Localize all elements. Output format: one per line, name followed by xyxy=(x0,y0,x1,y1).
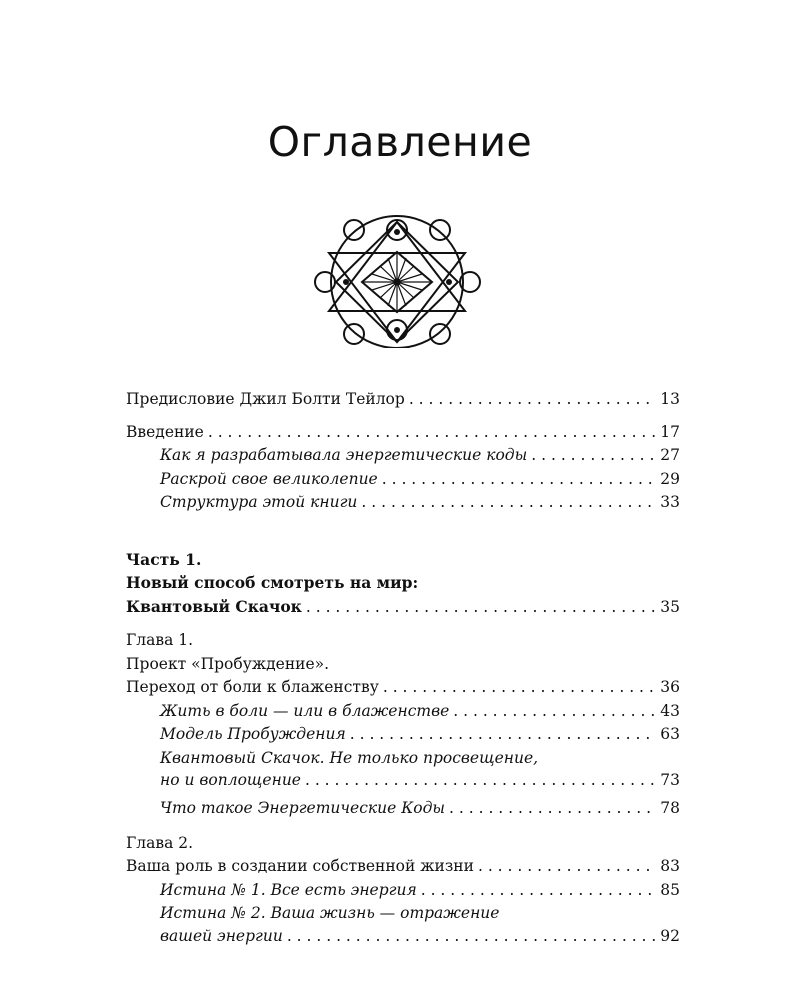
toc-entry-part1[interactable] xyxy=(126,595,680,619)
toc-chapter-label: Глава 2. xyxy=(126,833,194,852)
toc-page-number: 36 xyxy=(660,678,680,696)
dot-leader xyxy=(478,855,656,879)
dot-leader xyxy=(208,421,656,445)
toc-entry-intro-sub[interactable] xyxy=(126,468,680,492)
toc-entry-chapter2[interactable] xyxy=(126,855,680,879)
toc-entry-title: Что такое Энергетические Коды xyxy=(160,799,446,817)
dot-leader xyxy=(421,879,657,903)
toc-chapter-label: Глава 1. xyxy=(126,631,194,649)
toc-page-number: 29 xyxy=(660,469,680,488)
dot-leader xyxy=(287,926,656,947)
dot-leader xyxy=(449,797,656,821)
toc-entry-foreword[interactable] xyxy=(126,388,680,412)
toc-entry-chapter1[interactable] xyxy=(126,676,680,700)
toc-part-title-line: Новый способ смотреть на мир: xyxy=(126,573,419,592)
page-title: Оглавление xyxy=(267,118,533,166)
toc-entry-chapter2-sub[interactable] xyxy=(126,926,680,947)
dot-leader xyxy=(453,700,656,724)
toc-page-number: 63 xyxy=(660,725,680,743)
dot-leader xyxy=(306,596,656,620)
dot-leader xyxy=(383,676,656,700)
sacred-geometry-emblem xyxy=(312,212,488,348)
dot-leader xyxy=(409,388,656,412)
toc-entry-title: Как я разрабатывала энергетические коды xyxy=(160,446,528,464)
toc-page-number: 33 xyxy=(660,493,680,511)
toc-page-number: 92 xyxy=(660,926,680,945)
toc-entry-title: Предисловие Джил Болти Тейлор xyxy=(126,390,405,408)
toc-page-number: 27 xyxy=(660,446,680,464)
toc-entry-intro-sub[interactable] xyxy=(126,444,680,468)
toc-page-number: 85 xyxy=(660,880,680,899)
toc-entry-title: Истина № 1. Все есть энергия xyxy=(160,880,417,899)
toc-entry-title: Ваша роль в создании собственной жизни xyxy=(126,857,474,875)
toc-entry-title: Введение xyxy=(126,422,204,441)
toc-page-number: 83 xyxy=(660,857,680,875)
dot-leader xyxy=(382,468,657,492)
toc-page-number: 73 xyxy=(660,771,680,789)
toc-entry-title: Модель Пробуждения xyxy=(160,725,346,743)
dot-leader xyxy=(305,770,656,791)
toc-entry-title: Квантовый Скачок xyxy=(126,596,302,616)
toc-page-number: 17 xyxy=(660,422,680,441)
toc-entry-title: Переход от боли к блаженству xyxy=(126,678,379,696)
table-of-contents xyxy=(126,388,680,947)
toc-entry-chapter1-sub[interactable] xyxy=(126,723,680,747)
toc-entry-chapter1-sub[interactable] xyxy=(126,797,680,821)
toc-entry-chapter2-sub[interactable] xyxy=(126,879,680,903)
toc-entry-title-line: Истина № 2. Ваша жизнь — отражение xyxy=(160,904,500,922)
toc-entry-title: Раскрой свое великолепие xyxy=(160,469,378,488)
toc-entry-title: Структура этой книги xyxy=(160,493,358,511)
toc-page-number: 78 xyxy=(660,799,680,817)
toc-entry-title: Жить в боли — или в блаженстве xyxy=(160,701,450,720)
dot-leader xyxy=(531,444,656,468)
toc-part-label: Часть 1. xyxy=(126,549,202,569)
toc-entry-title: вашей энергии xyxy=(160,926,283,945)
toc-page-number: 13 xyxy=(660,390,680,408)
toc-entry-title-line: Квантовый Скачок. Не только просвещение, xyxy=(160,748,539,767)
dot-leader xyxy=(350,723,657,747)
toc-entry-chapter1-sub[interactable] xyxy=(126,700,680,724)
toc-entry-intro-sub[interactable] xyxy=(126,491,680,515)
toc-page-number: 35 xyxy=(660,597,680,616)
toc-entry-title: но и воплощение xyxy=(160,771,301,789)
toc-chapter-title-line: Проект «Пробуждение». xyxy=(126,654,330,673)
toc-entry-intro[interactable] xyxy=(126,421,680,445)
toc-entry-chapter1-sub[interactable] xyxy=(126,770,680,791)
toc-page-number: 43 xyxy=(660,701,680,720)
dot-leader xyxy=(361,491,656,515)
